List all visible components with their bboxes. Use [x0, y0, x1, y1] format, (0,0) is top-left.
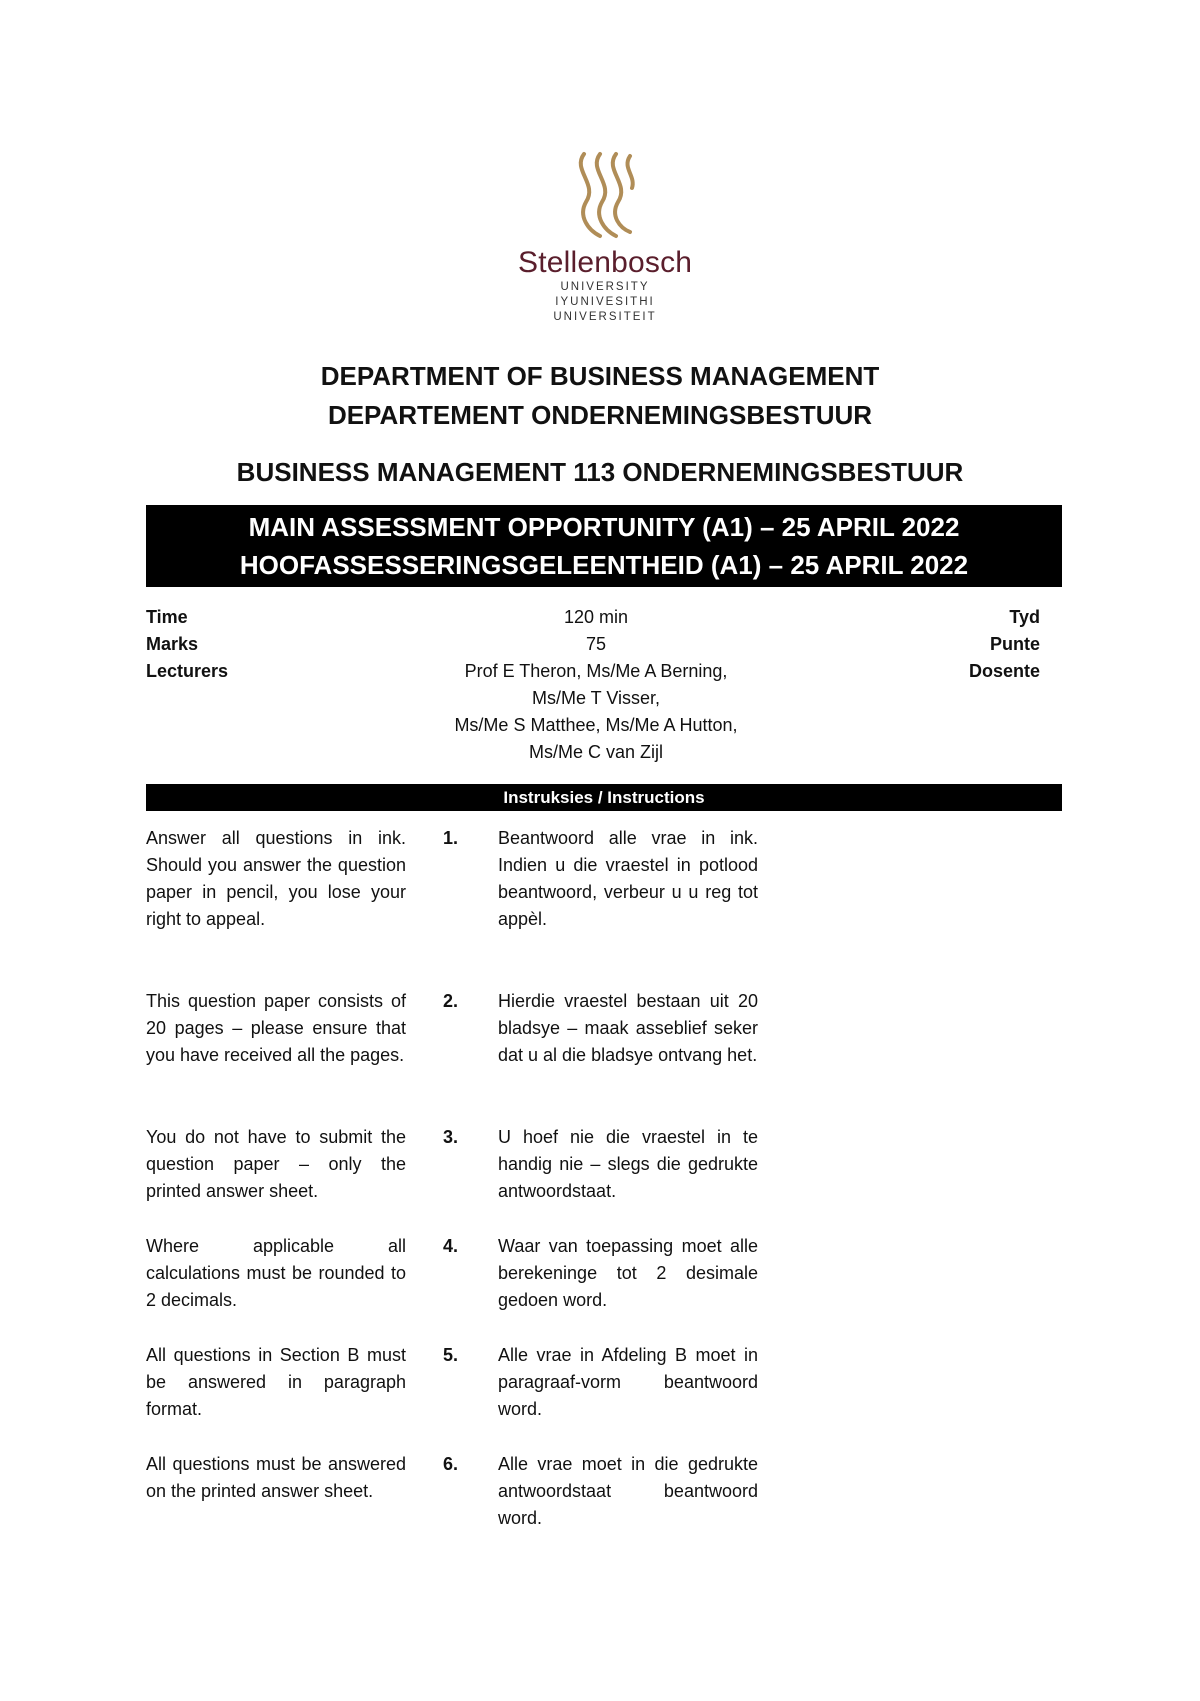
- time-row: [146, 604, 1040, 631]
- marks-label-af: Punte: [989, 634, 1040, 654]
- assessment-title-en: MAIN ASSESSMENT OPPORTUNITY (A1) – 25 APRIL 2022: [248, 512, 960, 542]
- instruction-number: 2.: [443, 991, 459, 1011]
- lecturer-line: Ms/Me C van Zijl: [528, 742, 663, 762]
- instruction-number: 6.: [443, 1454, 459, 1474]
- department-title-en: DEPARTMENT OF BUSINESS MANAGEMENT: [320, 361, 880, 391]
- time-label-af: Tyd: [1009, 607, 1040, 627]
- instruction-text-en: Answer all questions in ink. Should you answer the question paper in pencil, you lose your right to appeal.: [146, 828, 406, 929]
- instruction-text-en: Where applicable all calculations must be rounded to 2 decimals.: [146, 1236, 406, 1310]
- time-value: 120 min: [563, 607, 629, 627]
- instruction-text-af: Alle vrae in Afdeling B moet in paragraaf-vorm beantwoord word.: [498, 1345, 758, 1419]
- logo-line-iyunivesithi: IYUNIVESITHI: [555, 296, 655, 308]
- instruction-number: 3.: [443, 1127, 459, 1147]
- marks-value: 75: [585, 634, 607, 654]
- marks-label: Marks: [146, 634, 199, 654]
- logo-line-universiteit: UNIVERSITEIT: [553, 311, 657, 323]
- lecturers-label: Lecturers: [146, 661, 229, 681]
- instruction-number: 4.: [443, 1236, 459, 1256]
- instruction-text-en: You do not have to submit the question paper – only the printed answer sheet.: [146, 1127, 406, 1201]
- instruction-text-en: All questions must be answered on the printed answer sheet.: [146, 1454, 406, 1501]
- time-label: Time: [146, 607, 188, 627]
- assessment-banner: [146, 505, 1062, 587]
- instruction-number: 5.: [443, 1345, 459, 1365]
- instruction-text-af: Alle vrae moet in die gedrukte antwoordstaat beantwoord word.: [498, 1454, 758, 1528]
- lecturer-line: Prof E Theron, Ms/Me A Berning,: [464, 661, 728, 681]
- assessment-title-af: HOOFASSESSERINGSGELEENTHEID (A1) – 25 APRIL 2022: [239, 550, 969, 580]
- brand-name: Stellenbosch: [518, 246, 693, 279]
- lecturers-label-af: Dosente: [968, 661, 1040, 681]
- university-logo: [518, 150, 692, 340]
- instruction-text-af: Beantwoord alle vrae in ink. Indien u die vraestel in potlood beantwoord, verbeur u u reg tot appèl.: [498, 828, 758, 929]
- instruction-text-en: All questions in Section B must be answered in paragraph format.: [146, 1345, 406, 1419]
- instruction-text-en: This question paper consists of 20 pages – please ensure that you have received all the pages.: [146, 991, 406, 1065]
- exam-details: [146, 604, 1040, 766]
- stellenbosch-crest-icon: [570, 150, 640, 240]
- lecturers-row: [146, 658, 1040, 766]
- lecturer-line: Ms/Me T Visser,: [531, 688, 661, 708]
- instruction-text-af: U hoef nie die vraestel in te handig nie – slegs die gedrukte antwoordstaat.: [498, 1127, 758, 1201]
- logo-line-university: UNIVERSITY: [560, 281, 650, 293]
- instruction-text-af: Hierdie vraestel bestaan uit 20 bladsye – maak asseblief seker dat u al die bladsye ontvang het.: [498, 991, 758, 1065]
- instructions-heading: Instruksies / Instructions: [146, 784, 1062, 811]
- lecturer-line: Ms/Me S Matthee, Ms/Me A Hutton,: [454, 715, 738, 735]
- lecturers-list: [446, 658, 746, 766]
- instruction-number: 1.: [443, 828, 459, 848]
- marks-row: [146, 631, 1040, 658]
- course-title: BUSINESS MANAGEMENT 113 ONDERNEMINGSBESTUUR: [236, 457, 964, 487]
- instruction-text-af: Waar van toepassing moet alle berekeninge tot 2 desimale gedoen word.: [498, 1236, 758, 1310]
- department-title-af: DEPARTEMENT ONDERNEMINGSBESTUUR: [327, 400, 873, 430]
